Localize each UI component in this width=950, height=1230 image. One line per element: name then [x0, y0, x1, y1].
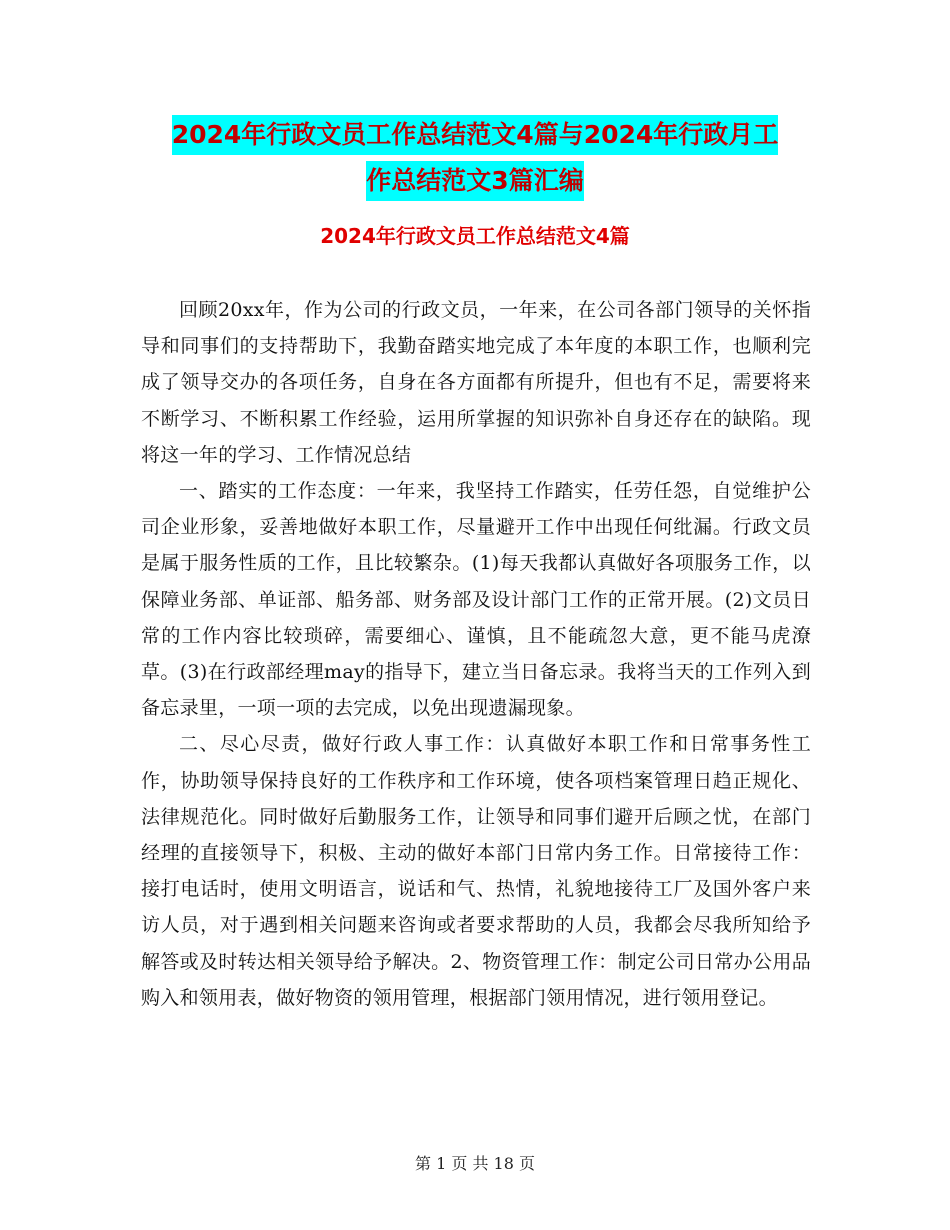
page-footer: 第 1 页 共 18 页	[415, 1154, 535, 1173]
document-body	[141, 292, 811, 1016]
paragraph-intro: 回顾20xx年，作为公司的行政文员，一年来，在公司各部门领导的关怀指导和同事们的支持帮助下，我勤奋踏实地完成了本年度的本职工作，也顺利完成了领导交办的各项任务，自身在各方面都有所提升，但也有不足，需要将来不断学习、不断积累工作经验，运用所掌握的知识弥补自身还存在的缺陷。现将这一年的学习、工作情况总结	[141, 299, 811, 466]
document-title	[100, 112, 850, 204]
document-title-line-2: 作总结范文3篇汇编	[366, 161, 583, 201]
document-title-line-1: 2024年行政文员工作总结范文4篇与2024年行政月工	[172, 115, 779, 155]
paragraph-work-attitude: 一、踏实的工作态度：一年来，我坚持工作踏实，任劳任怨，自觉维护公司企业形象，妥善地做好本职工作，尽量避开工作中出现任何纰漏。行政文员是属于服务性质的工作，且比较繁杂。(1)每天我都认真做好各项服务工作，以保障业务部、单证部、船务部、财务部及设计部门工作的正常开展。(2)文员日常的工作内容比较琐碎，需要细心、谨慎，且不能疏忽大意，更不能马虎潦草。(3)在行政部经理may的指导下，建立当日备忘录。我将当天的工作列入到备忘录里，一项一项的去完成，以免出现遗漏现象。	[141, 480, 811, 720]
paragraph-admin-work: 二、尽心尽责，做好行政人事工作：认真做好本职工作和日常事务性工作，协助领导保持良好的工作秩序和工作环境，使各项档案管理日趋正规化、法律规范化。同时做好后勤服务工作，让领导和同事们避开后顾之忧，在部门经理的直接领导下，积极、主动的做好本部门日常内务工作。日常接待工作：接打电话时，使用文明语言，说话和气、热情，礼貌地接待工厂及国外客户来访人员，对于遇到相关问题来咨询或者要求帮助的人员，我都会尽我所知给予解答或及时转达相关领导给予解决。2、物资管理工作：制定公司日常办公用品购入和领用表，做好物资的领用管理，根据部门领用情况，进行领用登记。	[141, 733, 811, 1009]
section-title: 2024年行政文员工作总结范文4篇	[320, 224, 630, 248]
